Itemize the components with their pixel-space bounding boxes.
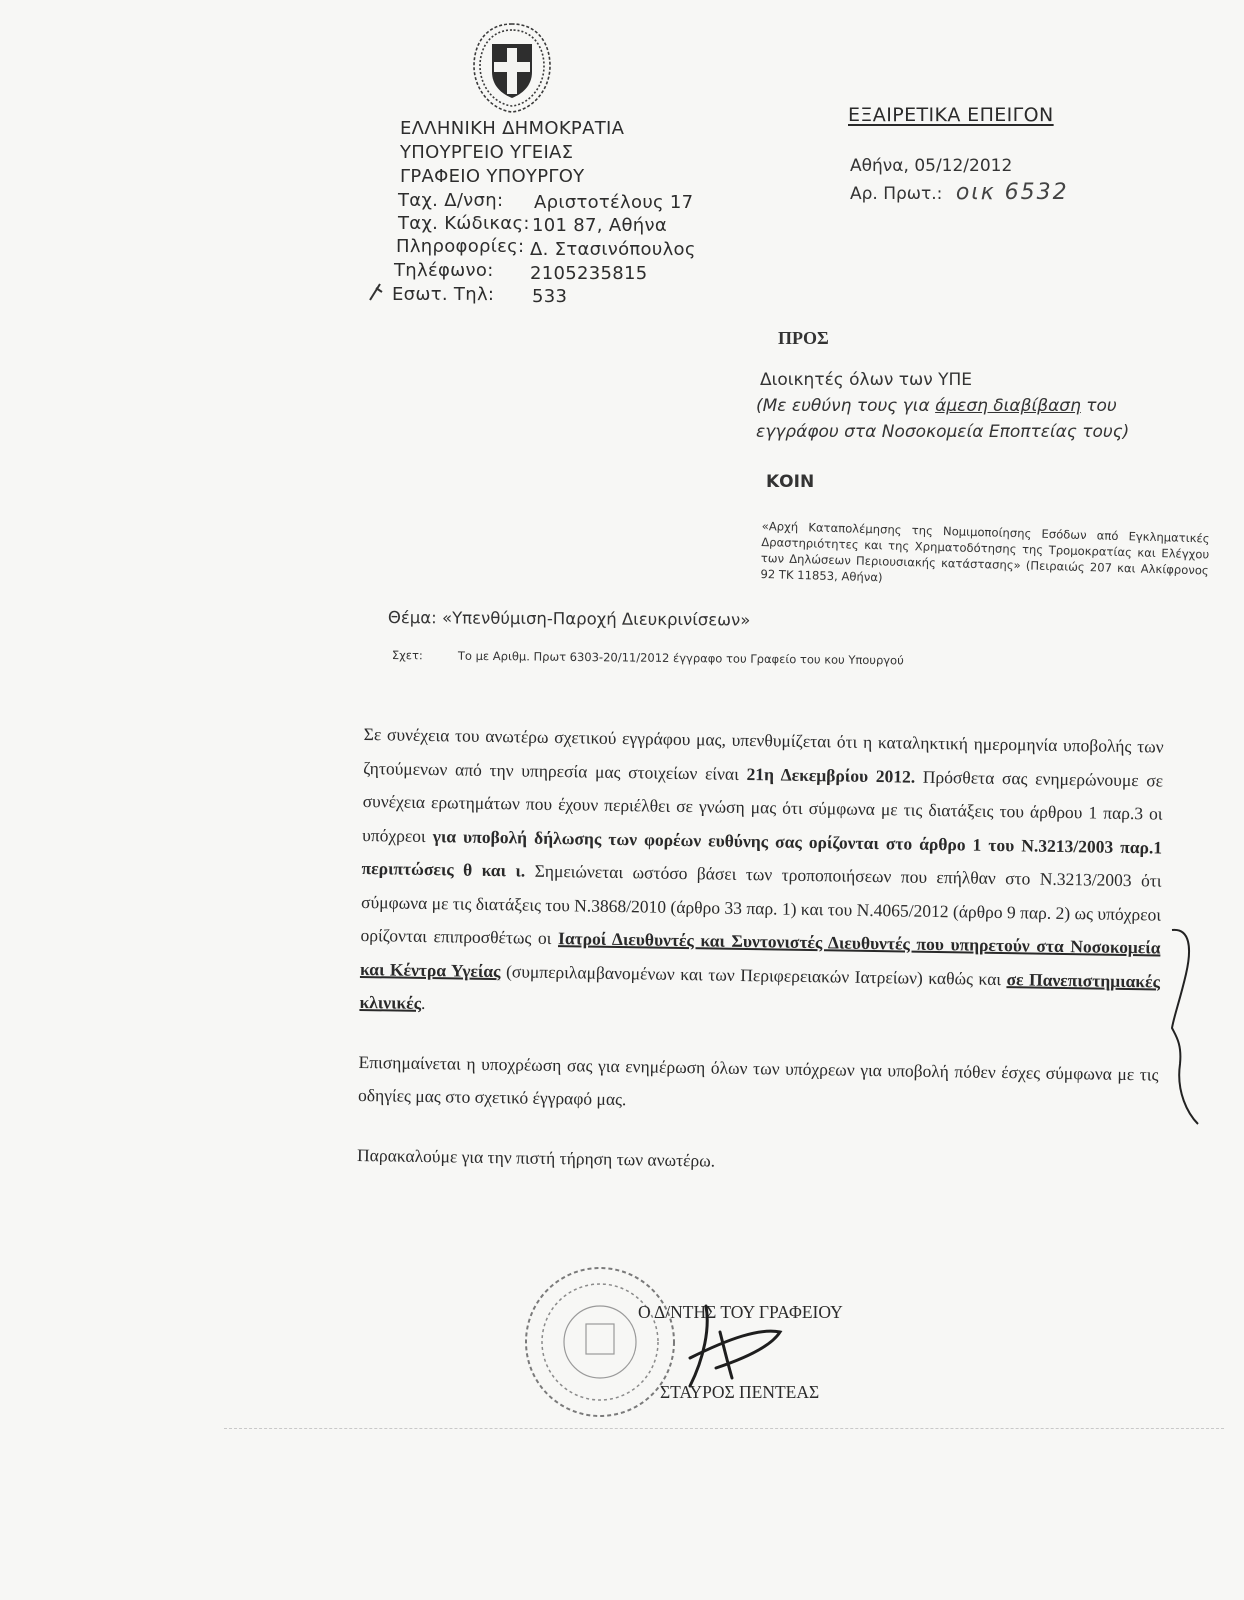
postal-code-label: Ταχ. Κώδικας: xyxy=(398,213,530,234)
pen-mark-scribble xyxy=(366,280,386,302)
office-name: ΓΡΑΦΕΙΟ ΥΠΟΥΡΓΟΥ xyxy=(400,166,585,187)
signatory-title: Ο Δ/ΝΤΗΣ ΤΟΥ ΓΡΑΦΕΙΟΥ xyxy=(638,1302,843,1322)
body-paragraph-3: Παρακαλούμε για την πιστή τήρηση των ανωτέρω. xyxy=(356,1144,716,1171)
scan-edge-line xyxy=(224,1428,1224,1431)
recipients-heading: ΠΡΟΣ xyxy=(778,328,829,348)
phone-label: Τηλέφωνο: xyxy=(394,260,494,281)
recipients-line-1: Διοικητές όλων των ΥΠΕ xyxy=(760,370,973,390)
deadline-date: 21η Δεκεμβρίου 2012. xyxy=(746,763,916,787)
phone-value: 2105235815 xyxy=(530,263,648,284)
obligated-persons-bold: για υποβολή δήλωσης των φορέων ευθύνης σας ορίζονται στο άρθρο 1 του Ν.3213/2003 παρ.1 περιπτώσεις θ και ι. xyxy=(361,825,1163,881)
relation-line xyxy=(392,648,904,667)
signatory-name: ΣΤΑΥΡΟΣ ΠΕΝΤΕΑΣ xyxy=(660,1382,820,1402)
extension-label: Εσωτ. Τηλ: xyxy=(392,284,495,305)
country-name: ΕΛΛΗΝΙΚΗ ΔΗΜΟΚΡΑΤΙΑ xyxy=(400,118,625,139)
recipients-line-2: (Με ευθύνη τους για άμεση διαβίβαση του xyxy=(756,396,1117,416)
contact-person-value: Δ. Στασινόπουλος xyxy=(530,239,696,260)
recipients-line-3: εγγράφου στα Νοσοκομεία Εποπτείας τους) xyxy=(756,422,1130,442)
urgency-label: ΕΞΑΙΡΕΤΙΚΑ ΕΠΕΙΓΟΝ xyxy=(848,104,1054,126)
university-clinics-underlined: σε Πανεπιστημιακές κλινικές xyxy=(359,968,1161,1013)
cc-heading: ΚΟΙΝ xyxy=(766,472,815,492)
relation-label: Σχετ: xyxy=(391,648,423,663)
address-value: Αριστοτέλους 17 xyxy=(534,192,694,213)
body-paragraph-2: Επισημαίνεται η υποχρέωση σας για ενημέρωση όλων των υπόχρεων για υποβολή πόθεν έσχες σύμφωνα με τις οδηγίες μας στο σχετικό έγγραφό μας. xyxy=(357,1051,1159,1110)
doctors-underlined: Ιατροί Διευθυντές και Συντονιστές Διευθυντές που υπηρετούν στα Νοσοκομεία και Κέντρα Υγείας xyxy=(359,928,1161,981)
postal-code-value: 101 87, Αθήνα xyxy=(532,215,667,236)
protocol-label: Αρ. Πρωτ.: xyxy=(850,184,943,204)
address-label: Ταχ. Δ/νση: xyxy=(398,190,504,211)
relation-text: Το με Αριθμ. Πρωτ 6303-20/11/2012 έγγραφο του Γραφείο του κου Υπουργού xyxy=(457,648,904,668)
recipients-emphasis: άμεση διαβίβαση xyxy=(935,396,1081,416)
letter-body xyxy=(357,718,1164,1185)
greek-coat-of-arms-emblem xyxy=(462,18,562,118)
subject-line: Θέμα: «Υπενθύμιση-Παροχή Διευκρινίσεων» xyxy=(387,608,751,630)
extension-value: 533 xyxy=(532,286,568,307)
protocol-number xyxy=(850,180,1069,205)
contact-person-label: Πληροφορίες: xyxy=(396,236,525,257)
handwritten-margin-brace xyxy=(1168,924,1202,1134)
body-paragraph-1: Σε συνέχεια του ανωτέρω σχετικού εγγράφου μας, υπενθυμίζεται ότι η καταληκτική ημερομηνία υποβολής των ζητούμενων από την υπηρεσία μας στοιχείων είναι 21η Δεκεμβρίου 2012. Πρόσθετα σας ενημερώνουμε σε συνέχεια ερωτημάτων που έχουν περιέλθει σε γνώση μας ότι σύμφωνα με τις διατάξεις του άρθρου 1 παρ.3 οι υπόχρεοι για υποβολή δήλωσης των φορέων ευθύνης σας ορίζονται στο άρθρο 1 του Ν.3213/2003 παρ.1 περιπτώσεις θ και ι. Σημειώνεται ωστόσο βάσει των τροποποιήσεων που επήλθαν στο Ν.3213/2003 ότι σύμφωνα με τις διατάξεις του Ν.3868/2010 (άρθρο 33 παρ. 1) και του Ν.4065/2012 (άρθρο 9 παρ. 2) ως υπόχρεοι ορίζονται επιπροσθέτως οι Ιατροί Διευθυντές και Συντονιστές Διευθυντές που υπηρετούν στα Νοσοκομεία και Κέντρα Υγείας (συμπεριλαμβανομένων και των Περιφερειακών Ιατρείων) καθώς και σε Πανεπιστημιακές κλινικές. xyxy=(359,723,1164,1013)
protocol-handwritten-number: οικ 6532 xyxy=(955,180,1069,205)
document-date: Αθήνα, 05/12/2012 xyxy=(850,156,1013,176)
cc-recipient-text: «Αρχή Καταπολέμησης της Νομιμοποίησης Εσόδων από Εγκληματικές Δραστηριότητες και της Χρηματοδότησης της Τρομοκρατίας και Ελέγχου των Δηλώσεων Περιουσιακής κατάστασης» (Πειραιώς 207 και Αλκίφρονος 92 ΤΚ 11853, Αθήνα) xyxy=(760,518,1210,585)
ministry-name: ΥΠΟΥΡΓΕΙΟ ΥΓΕΙΑΣ xyxy=(400,142,574,163)
